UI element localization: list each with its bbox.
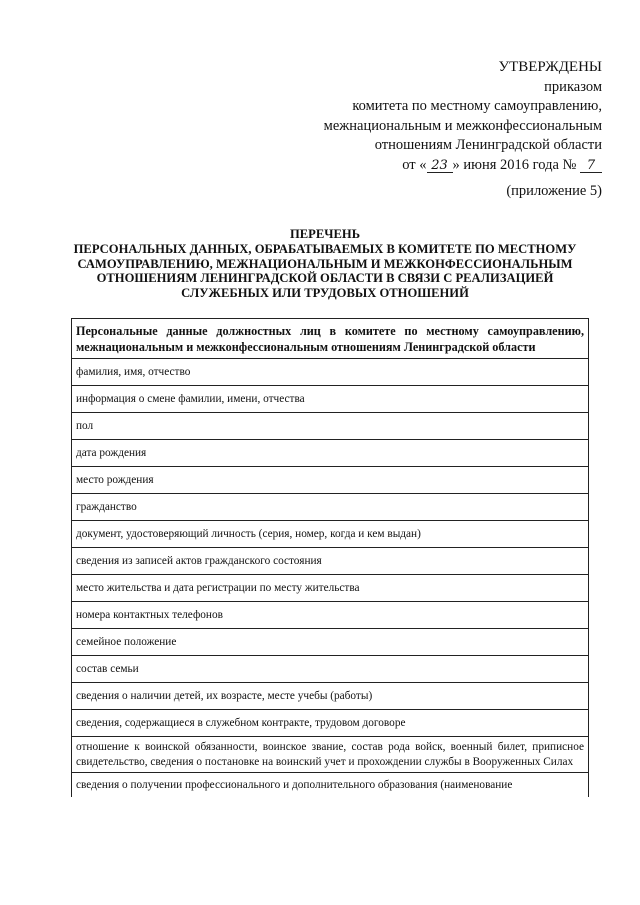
table-cell: фамилия, имя, отчество — [72, 359, 589, 386]
table-row — [72, 773, 589, 798]
table-row — [72, 656, 589, 683]
table-cell: место рождения — [72, 467, 589, 494]
date-suffix: » июня 2016 года № — [452, 156, 577, 173]
table-cell: пол — [72, 413, 589, 440]
heading-line: ПЕРСОНАЛЬНЫХ ДАННЫХ, ОБРАБАТЫВАЕМЫХ В КОМИТЕТЕ ПО МЕСТНОМУ — [73, 241, 577, 256]
table-row — [72, 440, 589, 467]
heading-line: СЛУЖЕБНЫХ ИЛИ ТРУДОВЫХ ОТНОШЕНИЙ — [181, 286, 469, 301]
table-header-cell: Персональные данные должностных лиц в комитете по местному самоуправлению, межнациональным и межконфессиональным отношениям Ленинградской области — [72, 319, 589, 359]
approval-committee-line-2: межнациональным и межконфессиональным — [323, 117, 602, 134]
table-row — [72, 575, 589, 602]
table-row — [72, 548, 589, 575]
table-cell: место жительства и дата регистрации по месту жительства — [72, 575, 589, 602]
date-prefix: от « — [402, 156, 427, 173]
table-row — [72, 737, 589, 773]
table-row — [72, 521, 589, 548]
approval-block — [324, 58, 602, 175]
table-cell: семейное положение — [72, 629, 589, 656]
approval-date-line — [324, 156, 602, 176]
handwritten-order-number: 7 — [580, 159, 602, 173]
table-cell: отношение к воинской обязанности, воинское звание, состав рода войск, военный билет, приписное свидетельство, сведения о постановке на воинский учет и прохождении службы в Вооруженных Силах — [72, 737, 589, 773]
table-header-row — [72, 319, 589, 359]
table-row — [72, 467, 589, 494]
table-cell: сведения о получении профессионального и дополнительного образования (наименование — [72, 773, 589, 798]
table-row — [72, 710, 589, 737]
heading-line: САМОУПРАВЛЕНИЮ, МЕЖНАЦИОНАЛЬНЫМ И МЕЖКОНФЕССИОНАЛЬНЫМ — [77, 256, 573, 271]
table-cell: сведения из записей актов гражданского состояния — [72, 548, 589, 575]
table-row — [72, 386, 589, 413]
appendix-label: (приложение 5) — [506, 183, 602, 199]
heading-line: ОТНОШЕНИЯМ ЛЕНИНГРАДСКОЙ ОБЛАСТИ В СВЯЗИ С РЕАЛИЗАЦИЕЙ — [96, 271, 554, 286]
approval-order-line: приказом — [544, 78, 602, 95]
table-cell: документ, удостоверяющий личность (серия, номер, когда и кем выдан) — [72, 521, 589, 548]
table-cell: гражданство — [72, 494, 589, 521]
approval-title: УТВЕРЖДЕНЫ — [498, 59, 602, 75]
table-cell: номера контактных телефонов — [72, 602, 589, 629]
table-cell: сведения, содержащиеся в служебном контракте, трудовом договоре — [72, 710, 589, 737]
approval-committee-line-1: комитета по местному самоуправлению, — [352, 98, 602, 114]
table-cell: сведения о наличии детей, их возрасте, месте учебы (работы) — [72, 683, 589, 710]
table-row — [72, 683, 589, 710]
approval-committee-line-3: отношениям Ленинградской области — [374, 137, 602, 153]
heading-title: ПЕРЕЧЕНЬ — [289, 227, 361, 241]
table-cell: состав семьи — [72, 656, 589, 683]
table-cell: информация о смене фамилии, имени, отчества — [72, 386, 589, 413]
table-row — [72, 413, 589, 440]
table-row — [72, 359, 589, 386]
table-row — [72, 494, 589, 521]
table-cell: дата рождения — [72, 440, 589, 467]
table-row — [72, 602, 589, 629]
document-heading — [60, 227, 590, 301]
personal-data-table — [71, 318, 589, 797]
table-row — [72, 629, 589, 656]
handwritten-day: 23 — [427, 159, 453, 173]
